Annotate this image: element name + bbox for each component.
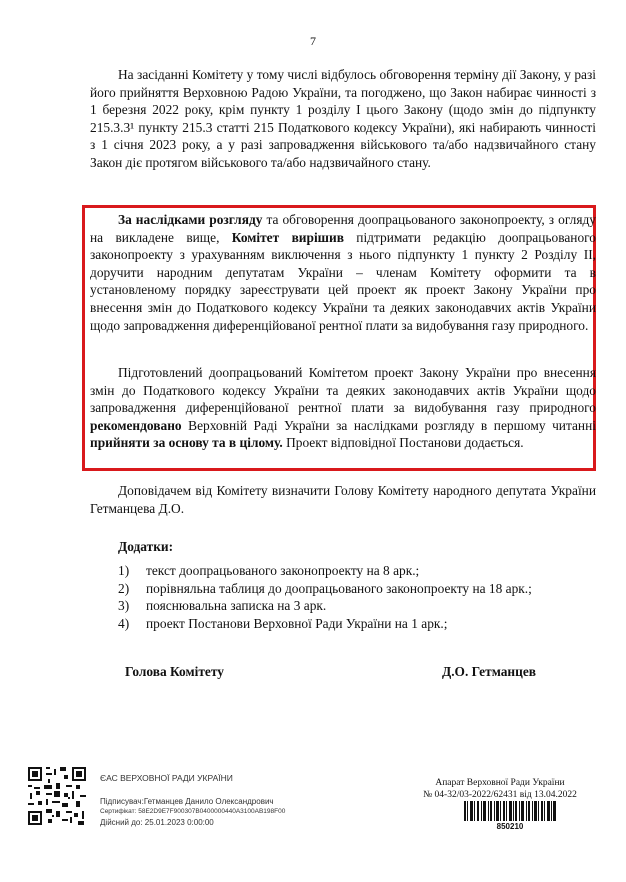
esignature-certificate: Сертифікат: 58E2D9E7F900307B0400000440A3100AB198F00	[100, 808, 286, 815]
recommended-word: рекомендовано	[90, 417, 182, 433]
attachment-number: 1)	[118, 563, 130, 578]
recommendation-text-c: Проект відповідної Постанови додається.	[282, 435, 524, 451]
recommendation-text-b: Верховній Раді України за наслідками розгляду в першому читанні	[181, 417, 596, 433]
esignature-valid-until: Дійсний до: 25.01.2023 0:00:00	[100, 818, 214, 827]
page-number: 7	[310, 34, 316, 48]
attachments-list	[118, 562, 532, 632]
paragraph-decision	[90, 211, 596, 334]
attachment-text: текст доопрацьованого законопроекту на 8 арк.;	[146, 563, 420, 578]
qr-code-icon	[28, 767, 86, 825]
registration-stamp	[420, 777, 580, 801]
paragraph-recommendation	[90, 364, 596, 452]
attachment-item	[118, 562, 532, 580]
attachment-text: проект Постанови Верховної Ради України на 1 арк.;	[146, 615, 448, 631]
recommendation-text-a: Підготовлений доопрацьований Комітетом проект Закону України про внесення змін до Податкового кодексу України та деяких законодавчих актів України щодо запровадження диференційованої рентної плати за видобування газу природного	[90, 365, 596, 416]
committee-decided: Комітет вирішив	[231, 229, 344, 245]
decision-text-a: та обговорення доопрацьованого законопроекту, з огляду на викладене вище,	[90, 212, 596, 245]
paragraph-term: На засіданні Комітету у тому числі відбулось обговорення терміну дії Закону, у разі його прийняття Верховною Радою України, та погоджено, що Закон набирає чинності з 1 березня 2022 року, крім пункту 1 розділу І цього Закону (щодо змін до підпункту 215.3.3¹ пункту 215.3 статті 215 Податкового кодексу України), які набирають чинності з 1 січня 2023 року, а у разі запровадження військового та/або надзвичайного стану Закон діє протягом військового та/або надзвичайного стану.	[90, 67, 596, 170]
attachment-text: пояснювальна записка на 3 арк.	[146, 598, 327, 614]
attachment-number: 4)	[118, 615, 130, 631]
signatory-position: Голова Комітету	[125, 664, 224, 679]
registration-number: № 04-32/03-2022/62431 від 13.04.2022	[423, 790, 577, 800]
attachment-item	[118, 597, 532, 615]
attachment-item	[118, 615, 532, 633]
adopt-phrase: прийняти за основу та в цілому.	[90, 435, 283, 451]
attachment-number: 3)	[118, 598, 130, 614]
attachment-item	[118, 580, 532, 598]
electronic-signature-block	[100, 773, 285, 828]
attachment-text: порівняльна таблиця до доопрацьованого законопроекту на 18 арк.;	[146, 580, 532, 596]
attachment-number: 2)	[118, 580, 130, 596]
esignature-header: ЄАС ВЕРХОВНОЇ РАДИ УКРАЇНИ	[100, 773, 233, 783]
esignature-signer: Підписувач:Гетманцев Данило Олександрович	[100, 797, 274, 806]
decision-lead: За наслідками розгляду	[118, 212, 263, 227]
barcode-icon	[464, 801, 556, 821]
signatory-name: Д.О. Гетманцев	[442, 664, 537, 679]
registration-org: Апарат Верховної Ради України	[435, 778, 565, 788]
paragraph-speaker: Доповідачем від Комітету визначити Голову Комітету народного депутата України Гетманцева Д.О.	[90, 483, 596, 516]
decision-text-b: підтримати редакцію доопрацьованого законопроекту з урахуванням виключення з нього підпункту 1 пункту 2 Розділу ІІ, доручити народним депутатам України – членам Комітету оформити та в установленому порядку зареєструвати цей проект як проект Закону України про внесення змін до Податкового кодексу України та деяких законодавчих актів України щодо запровадження диференційованої рентної плати за видобування газу природного.	[90, 229, 596, 333]
barcode-number: 850210	[496, 822, 524, 831]
attachments-title: Додатки:	[118, 539, 174, 554]
